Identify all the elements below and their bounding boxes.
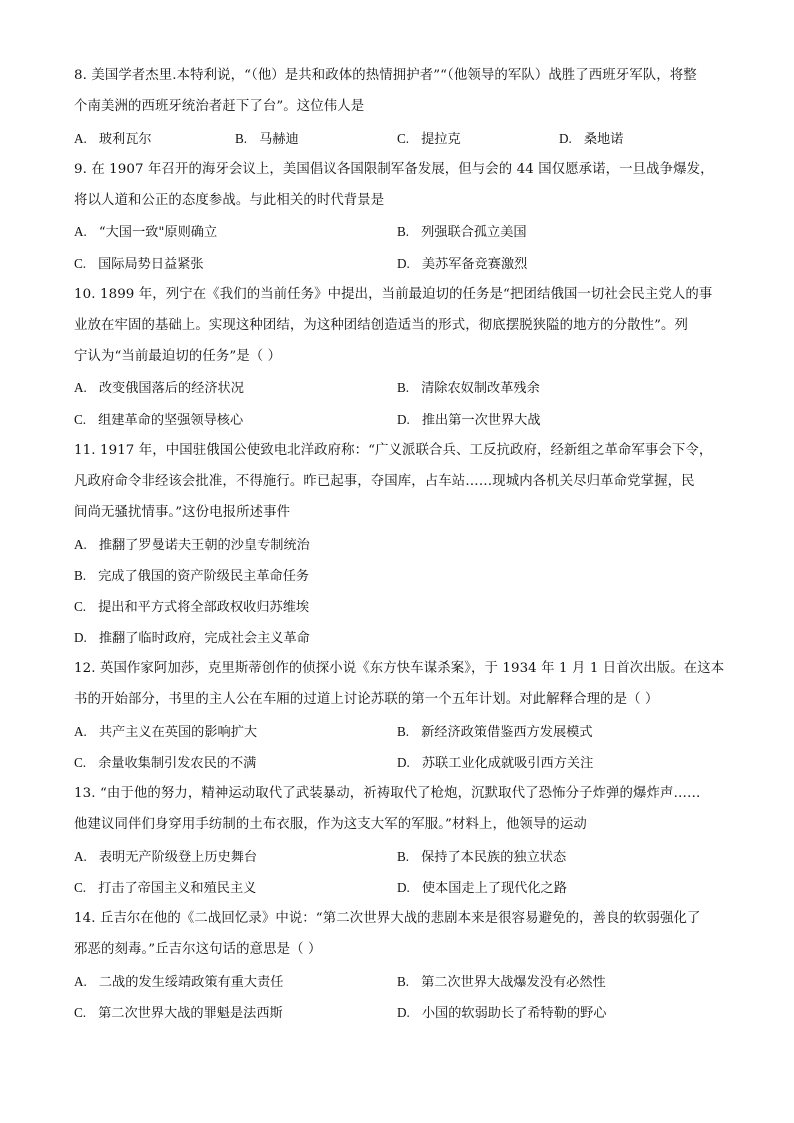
question-11-option-d: D. 推翻了临时政府，完成社会主义革命 xyxy=(74,630,310,646)
question-12-option-b: B. 新经济政策借鉴西方发展模式 xyxy=(397,724,593,740)
question-10-option-d: D. 推出第一次世界大战 xyxy=(397,412,541,428)
question-11-stem-line-2: 凡政府命令非经该会批准，不得施行。昨已起事，夺国库，占车站……现城内各机关尽归革命党掌握，民 xyxy=(74,474,695,489)
question-12-option-c: C. 余量收集制引发农民的不满 xyxy=(74,755,257,771)
question-12-option-d: D. 苏联工业化成就吸引西方关注 xyxy=(397,755,594,771)
question-13-option-d: D. 使本国走上了现代化之路 xyxy=(397,880,567,896)
question-9-option-c: C. 国际局势日益紧张 xyxy=(74,256,204,272)
question-9-option-d: D. 美苏军备竞赛激烈 xyxy=(397,256,528,272)
question-8-option-d: D. 桑地诺 xyxy=(559,131,624,147)
question-11-option-b: B. 完成了俄国的资产阶级民主革命任务 xyxy=(74,568,310,584)
question-12-stem-line-2: 书的开始部分，书里的主人公在车厢的过道上讨论苏联的第一个五年计划。对此解释合理的是（ ） xyxy=(74,692,659,707)
question-10-option-c: C. 组建革命的坚强领导核心 xyxy=(74,412,244,428)
question-9-option-b: B. 列强联合孤立美国 xyxy=(397,224,527,240)
question-11-stem-line-3: 间尚无骚扰情事。”这份电报所述事件 xyxy=(74,505,291,520)
question-8-option-b: B. 马赫迪 xyxy=(235,131,299,147)
question-10-stem-line-3: 宁认为“当前最迫切的任务”是（ ） xyxy=(74,349,282,364)
question-14-stem-line-1: 14. 丘吉尔在他的《二战回忆录》中说：“第二次世界大战的悲剧本来是很容易避免的，善良的软弱强化了 xyxy=(74,911,701,926)
question-14-option-b: B. 第二次世界大战爆发没有必然性 xyxy=(397,974,606,990)
question-9-stem-line-1: 9. 在 1907 年召开的海牙会议上，美国倡议各国限制军备发展，但与会的 44 国仅愿承诺，一旦战争爆发， xyxy=(74,162,714,177)
question-9-option-a: A. “大国一致"原则确立 xyxy=(74,224,218,240)
question-13-stem-line-2: 他建议同伴们身穿用手纺制的土布衣服，作为这支大军的军服。”材料上，他领导的运动 xyxy=(74,817,587,832)
question-14-stem-line-2: 邪恶的刻毒。”丘吉尔这句话的意思是（ ） xyxy=(74,942,322,957)
question-13-stem-line-1: 13. “由于他的努力，精神运动取代了武装暴动，祈祷取代了枪炮，沉默取代了恐怖分子炸弹的爆炸声…… xyxy=(74,786,701,801)
question-11-stem-line-1: 11. 1917 年，中国驻俄国公使致电北洋政府称：“广义派联合兵、工反抗政府，经新组之革命军事会下令， xyxy=(74,443,713,458)
question-12-stem-line-1: 12. 英国作家阿加莎，克里斯蒂创作的侦探小说《东方快车谋杀案》，于 1934 年 1 月 1 日首次出版。在这本 xyxy=(74,661,725,676)
question-14-option-d: D. 小国的软弱助长了希特勒的野心 xyxy=(397,1005,607,1021)
question-9-stem-line-2: 将以人道和公正的态度参战。与此相关的时代背景是 xyxy=(74,193,385,208)
question-8-option-a: A. 玻利瓦尔 xyxy=(74,131,152,147)
question-13-option-c: C. 打击了帝国主义和殖民主义 xyxy=(74,880,257,896)
question-10-stem-line-1: 10. 1899 年，列宁在《我们的当前任务》中提出，当前最迫切的任务是“把团结俄国一切社会民主党人的事 xyxy=(74,287,713,302)
question-11-option-a: A. 推翻了罗曼诺夫王朝的沙皇专制统治 xyxy=(74,537,310,553)
question-11-option-c: C. 提出和平方式将全部政权收归苏维埃 xyxy=(74,599,310,615)
question-10-option-a: A. 改变俄国落后的经济状况 xyxy=(74,380,244,396)
question-8-stem-line-2: 个南美洲的西班牙统治者赶下了台”。这位伟人是 xyxy=(74,99,365,114)
question-14-option-c: C. 第二次世界大战的罪魁是法西斯 xyxy=(74,1005,283,1021)
question-14-option-a: A. 二战的发生绥靖政策有重大责任 xyxy=(74,974,284,990)
question-10-stem-line-2: 业放在牢固的基础上。实现这种团结，为这种团结创造适当的形式，彻底摆脱狭隘的地方的分散性”。列 xyxy=(74,318,689,333)
question-10-option-b: B. 清除农奴制改革残余 xyxy=(397,380,540,396)
question-12-option-a: A. 共产主义在英国的影响扩大 xyxy=(74,724,258,740)
question-8-option-c: C. 提拉克 xyxy=(397,131,461,147)
question-8-stem-line-1: 8. 美国学者杰里.本特利说，“（他）是共和政体的热情拥护者”“（他领导的军队）战胜了西班牙军队，将整 xyxy=(74,68,697,83)
question-13-option-b: B. 保持了本民族的独立状态 xyxy=(397,849,567,865)
question-13-option-a: A. 表明无产阶级登上历史舞台 xyxy=(74,849,258,865)
